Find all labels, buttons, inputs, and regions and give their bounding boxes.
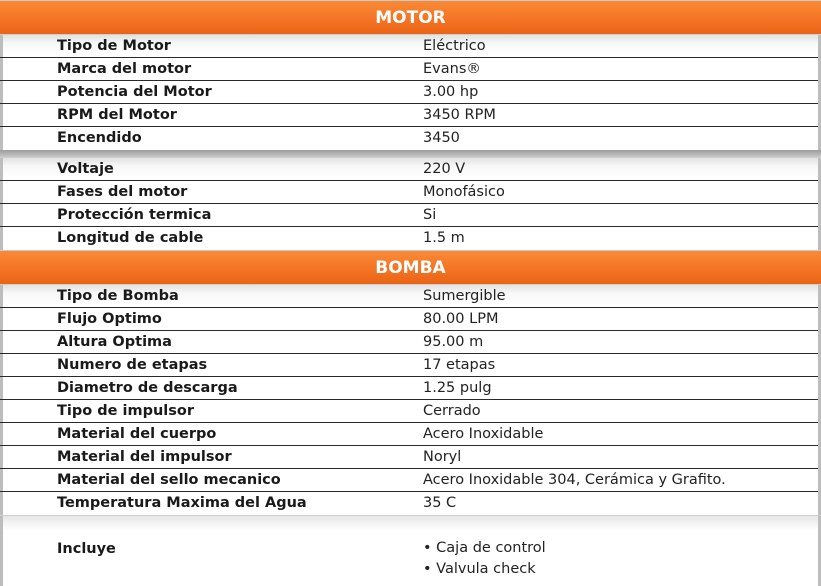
bomba-group	[0, 284, 821, 515]
spec-value: Noryl	[423, 449, 462, 465]
spec-row	[0, 446, 821, 469]
spec-row	[0, 423, 821, 446]
spec-row	[0, 35, 821, 58]
spec-label: Voltaje	[57, 161, 114, 177]
incluye-list	[423, 538, 546, 580]
spec-row	[0, 204, 821, 227]
spec-row	[0, 227, 821, 250]
spec-label: Protección termica	[57, 207, 212, 223]
spec-label: Longitud de cable	[57, 230, 204, 246]
spec-value: Sumergible	[423, 288, 506, 304]
spec-label: Diametro de descarga	[57, 380, 238, 396]
spec-row	[0, 158, 821, 181]
spec-label: Flujo Optimo	[57, 311, 162, 327]
list-item: • Valvula check	[423, 559, 546, 580]
spec-row	[0, 469, 821, 492]
motor-group-1	[0, 34, 821, 150]
motor-title: MOTOR	[375, 8, 446, 28]
spec-label: Potencia del Motor	[57, 84, 212, 100]
spec-row	[0, 492, 821, 515]
spec-row	[0, 81, 821, 104]
spec-label: Material del sello mecanico	[57, 472, 281, 488]
spec-value: Monofásico	[423, 184, 505, 200]
section-divider	[0, 150, 821, 157]
spec-row	[0, 354, 821, 377]
bomba-header	[0, 250, 821, 284]
spec-value: Si	[423, 207, 437, 223]
spec-label: Tipo de impulsor	[57, 403, 195, 419]
spec-label: RPM del Motor	[57, 107, 177, 123]
spec-value: 220 V	[423, 161, 466, 177]
spec-row	[0, 58, 821, 81]
spec-row	[0, 104, 821, 127]
spec-label: Marca del motor	[57, 61, 192, 77]
spec-label: Temperatura Maxima del Agua	[57, 495, 307, 511]
spec-row	[0, 127, 821, 150]
spec-value: 3.00 hp	[423, 84, 479, 100]
spec-value: 80.00 LPM	[423, 311, 499, 327]
spec-value: 35 C	[423, 495, 457, 511]
spec-value: Cerrado	[423, 403, 481, 419]
spec-label: Altura Optima	[57, 334, 172, 350]
spec-value: Evans®	[423, 61, 481, 77]
spec-value: Eléctrico	[423, 38, 486, 54]
incluye-section	[0, 515, 821, 586]
spec-label: Material del cuerpo	[57, 426, 217, 442]
spec-label: Fases del motor	[57, 184, 188, 200]
spec-value: Acero Inoxidable 304, Cerámica y Grafito.	[423, 472, 726, 488]
spec-label: Encendido	[57, 130, 142, 146]
spec-value: 95.00 m	[423, 334, 484, 350]
spec-label: Numero de etapas	[57, 357, 208, 373]
spec-row	[0, 400, 821, 423]
incluye-label: Incluye	[57, 541, 116, 557]
list-item: • Caja de control	[423, 538, 546, 559]
spec-value: 3450	[423, 130, 460, 146]
spec-row	[0, 308, 821, 331]
spec-row	[0, 285, 821, 308]
spec-value: 1.25 pulg	[423, 380, 492, 396]
motor-header	[0, 0, 821, 34]
spec-value: 3450 RPM	[423, 107, 496, 123]
spec-label: Tipo de Motor	[57, 38, 171, 54]
spec-label: Material del impulsor	[57, 449, 232, 465]
spec-label: Tipo de Bomba	[57, 288, 179, 304]
spec-value: 1.5 m	[423, 230, 465, 246]
spec-row	[0, 377, 821, 400]
bomba-title: BOMBA	[375, 258, 446, 278]
spec-value: Acero Inoxidable	[423, 426, 544, 442]
spec-value: 17 etapas	[423, 357, 496, 373]
motor-group-2	[0, 157, 821, 250]
spec-row	[0, 181, 821, 204]
spec-row	[0, 331, 821, 354]
